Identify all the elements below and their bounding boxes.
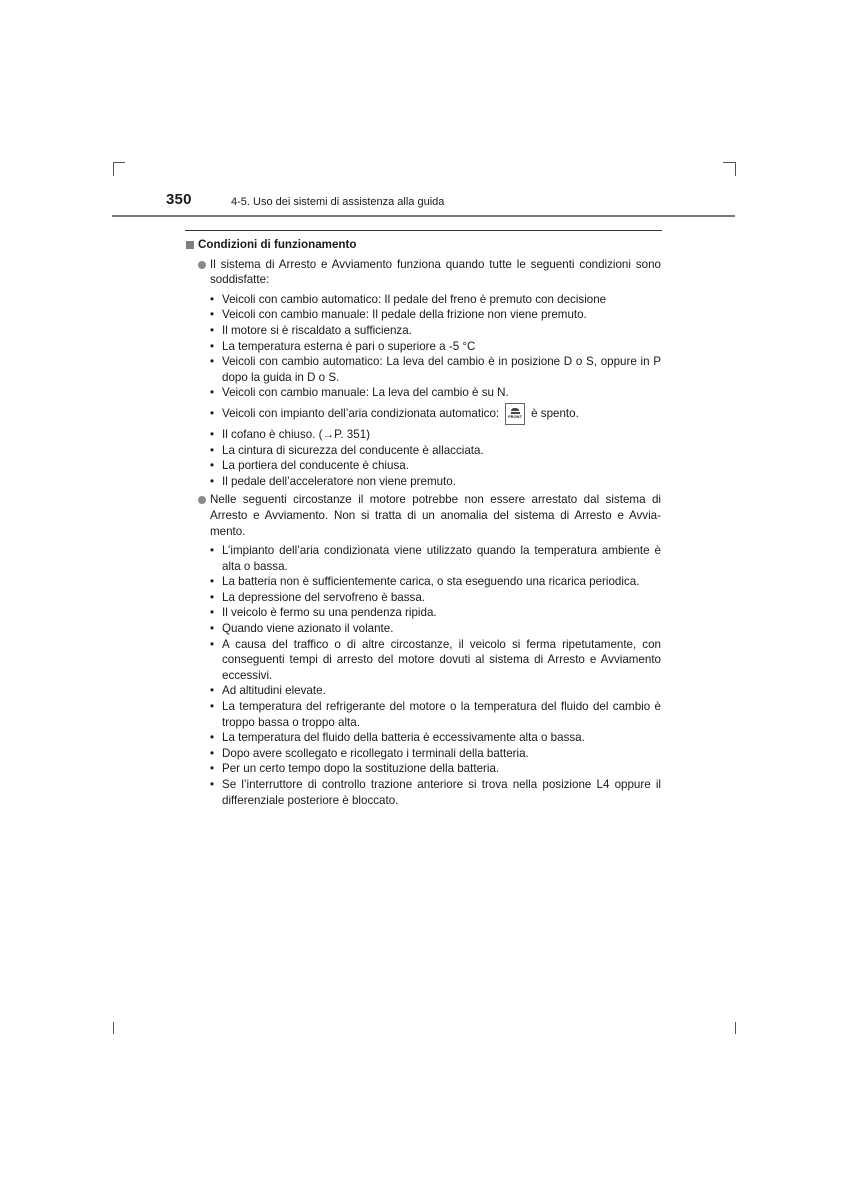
list-item: • L’impianto dell’aria condizionata viene utilizzato quando la temperatura ambiente è alta o bassa. (210, 544, 661, 573)
condition-block-operating (185, 257, 661, 288)
list-item: • La temperatura del refrigerante del motore o la temperatura del fluido del cambio è troppo bassa o troppo alta. (210, 700, 661, 729)
page-content (185, 237, 661, 811)
block-intro: Nelle seguenti circostanze il motore potrebbe non essere arrestato dal sistema di Arresto e Avviamento. Non si tratta di un anomalia del sistema di Arresto e Avvia-mento. (210, 493, 661, 538)
list-item-with-icon: • Veicoli con impianto dell’aria condizionata automatico: FRONT è spento. (210, 403, 661, 425)
list-item: • Il motore si è riscaldato a sufficienza. (210, 323, 412, 337)
heading-text: Condizioni di funzionamento (198, 238, 357, 251)
condition-block-exceptions (185, 492, 661, 539)
list-item: • Ad altitudini elevate. (210, 684, 326, 698)
list-item: • Il pedale dell’acceleratore non viene premuto. (210, 474, 456, 488)
round-bullet-icon (198, 261, 206, 269)
square-bullet-icon (186, 241, 194, 249)
page-number: 350 (166, 191, 192, 208)
list-item: • Veicoli con cambio automatico: La leva del cambio è in posizione D o S, oppure in P dopo la guida in D o S. (210, 355, 661, 384)
section-heading (185, 237, 661, 253)
round-bullet-icon (198, 496, 206, 504)
list-item: • Il cofano è chiuso. (→P. 351) (210, 427, 371, 441)
list-item: • Veicoli con cambio automatico: Il pedale del freno è premuto con decisione (210, 292, 607, 306)
crop-mark-top-left-h (113, 162, 125, 163)
exceptions-list (210, 543, 661, 808)
operating-conditions-list (210, 292, 661, 490)
list-item: • Veicoli con cambio manuale: La leva del cambio è su N. (210, 386, 509, 400)
list-item: • La portiera del conducente è chiusa. (210, 459, 409, 473)
list-item: • Veicoli con cambio manuale: Il pedale della frizione non viene premuto. (210, 308, 587, 322)
list-item: • La cintura di sicurezza del conducente è allacciata. (210, 443, 484, 457)
crop-mark-top-right-h (723, 162, 735, 163)
list-item: • La batteria non è sufficientemente carica, o sta eseguendo una ricarica periodica. (210, 575, 640, 589)
crop-mark-top-right-v (735, 162, 736, 176)
front-defroster-icon: FRONT (505, 403, 525, 425)
list-item: • La depressione del servofreno è bassa. (210, 590, 426, 604)
list-item: • Quando viene azionato il volante. (210, 622, 394, 636)
list-item: • Il veicolo è fermo su una pendenza ripida. (210, 606, 437, 620)
header-rule (112, 215, 735, 217)
crop-mark-bottom-left (113, 1022, 114, 1034)
list-item: • A causa del traffico o di altre circostanze, il veicolo si ferma ripetutamente, con conseguenti tempi di arresto del motore dovuti al sistema di Arresto e Avviamento eccessivi. (210, 637, 661, 682)
section-title: 4-5. Uso dei sistemi di assistenza alla guida (231, 196, 445, 208)
list-item: • Se l’interruttore di controllo trazione anteriore si trova nella posizione L4 oppure il differenziale posteriore è bloccato. (210, 778, 661, 807)
list-item: • La temperatura del fluido della batteria è eccessivamente alta o bassa. (210, 731, 585, 745)
list-item: • Dopo avere scollegato e ricollegato i terminali della batteria. (210, 746, 529, 760)
crop-mark-bottom-right (735, 1022, 736, 1034)
list-item: • La temperatura esterna è pari o superiore a -5 °C (210, 339, 476, 353)
list-item: • Per un certo tempo dopo la sostituzione della batteria. (210, 762, 500, 776)
crop-mark-top-left-v (113, 162, 114, 176)
section-rule (185, 230, 662, 231)
block-intro: Il sistema di Arresto e Avviamento funziona quando tutte le seguenti condizioni sono soddisfatte: (210, 257, 661, 287)
